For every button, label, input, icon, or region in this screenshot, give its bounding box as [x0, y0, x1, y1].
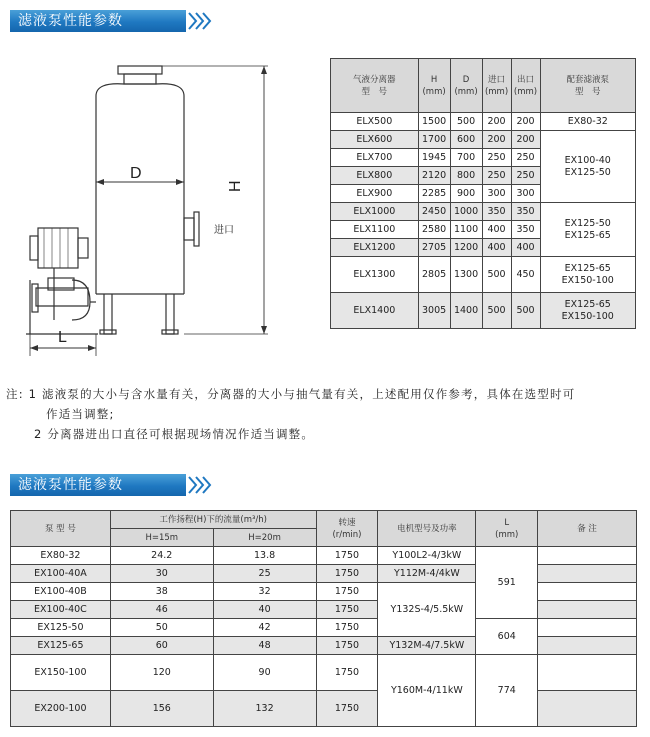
cell-model: EX125-65 [11, 637, 111, 655]
label-d: D [130, 165, 142, 182]
header-model: 气液分离器 型 号 [331, 59, 419, 113]
header-h15: H=15m [110, 529, 213, 547]
cell-remark [538, 565, 637, 583]
header-flow: 工作扬程(H)下的流量(m³/h) [110, 511, 316, 529]
chevron-right-icon [202, 12, 212, 30]
cell-d: 1200 [450, 239, 482, 257]
cell-outlet: 400 [511, 239, 540, 257]
table-row [11, 655, 637, 691]
cell-model: ELX1100 [331, 221, 419, 239]
separator-drawing [18, 52, 298, 362]
cell-h: 1700 [418, 131, 450, 149]
table-row [331, 203, 636, 221]
cell-model: ELX1200 [331, 239, 419, 257]
table-row [331, 113, 636, 131]
cell-h20: 13.8 [213, 547, 316, 565]
cell-outlet: 500 [511, 293, 540, 329]
cell-h20: 132 [213, 691, 316, 727]
cell-inlet: 350 [482, 203, 511, 221]
cell-speed: 1750 [316, 619, 378, 637]
cell-d: 500 [450, 113, 482, 131]
section-title: 滤液泵性能参数 [18, 13, 123, 29]
cell-h: 2120 [418, 167, 450, 185]
cell-inlet: 300 [482, 185, 511, 203]
cell-inlet: 500 [482, 257, 511, 293]
cell-model: ELX800 [331, 167, 419, 185]
cell-pump: EX125-50 EX125-65 [540, 203, 635, 257]
cell-outlet: 300 [511, 185, 540, 203]
note-line-2: 作适当调整; [46, 407, 115, 421]
cell-pump: EX125-65 EX150-100 [540, 257, 635, 293]
label-inlet: 进口 [214, 225, 234, 236]
table-row [331, 293, 636, 329]
label-l: L [58, 329, 67, 346]
cell-h: 2705 [418, 239, 450, 257]
cell-inlet: 500 [482, 293, 511, 329]
table-row [11, 637, 637, 655]
note-line-3: 2 分离器进出口直径可根据现场情况作适当调整。 [34, 427, 315, 441]
cell-d: 1000 [450, 203, 482, 221]
chevron-right-icon [202, 476, 212, 494]
cell-h20: 40 [213, 601, 316, 619]
section-title: 滤液泵性能参数 [18, 477, 123, 493]
table-row [11, 619, 637, 637]
cell-model: ELX700 [331, 149, 419, 167]
cell-h: 2285 [418, 185, 450, 203]
cell-outlet: 350 [511, 221, 540, 239]
cell-speed: 1750 [316, 547, 378, 565]
header-h: H (mm) [418, 59, 450, 113]
cell-speed: 1750 [316, 655, 378, 691]
cell-outlet: 200 [511, 113, 540, 131]
header-inlet: 进口 (mm) [482, 59, 511, 113]
cell-h: 3005 [418, 293, 450, 329]
cell-h15: 38 [110, 583, 213, 601]
cell-h: 2805 [418, 257, 450, 293]
note-line-1: 注: 1 滤液泵的大小与含水量有关，分离器的大小与抽气量有关，上述配用仅作参考，具体在选型时可 [6, 387, 576, 401]
cell-motor: Y132M-4/7.5kW [378, 637, 476, 655]
cell-h20: 48 [213, 637, 316, 655]
section-header-1 [10, 10, 210, 32]
cell-d: 1300 [450, 257, 482, 293]
cell-model: ELX1300 [331, 257, 419, 293]
cell-inlet: 200 [482, 113, 511, 131]
cell-pump: EX125-65 EX150-100 [540, 293, 635, 329]
cell-inlet: 200 [482, 131, 511, 149]
cell-remark [538, 655, 637, 691]
cell-inlet: 250 [482, 167, 511, 185]
cell-speed: 1750 [316, 565, 378, 583]
cell-outlet: 350 [511, 203, 540, 221]
cell-model: ELX600 [331, 131, 419, 149]
header-d: D (mm) [450, 59, 482, 113]
table-row [11, 565, 637, 583]
cell-remark [538, 601, 637, 619]
cell-l: 591 [476, 547, 538, 619]
cell-h15: 46 [110, 601, 213, 619]
cell-remark [538, 547, 637, 565]
cell-motor: Y160M-4/11kW [378, 655, 476, 727]
cell-h20: 25 [213, 565, 316, 583]
header-motor: 电机型号及功率 [378, 511, 476, 547]
cell-speed: 1750 [316, 691, 378, 727]
table-header-row [11, 511, 637, 529]
label-h: H [227, 180, 244, 192]
cell-outlet: 450 [511, 257, 540, 293]
cell-remark [538, 583, 637, 601]
cell-h15: 120 [110, 655, 213, 691]
cell-model: EX100-40A [11, 565, 111, 583]
cell-model: EX150-100 [11, 655, 111, 691]
cell-l: 774 [476, 655, 538, 727]
cell-model: ELX900 [331, 185, 419, 203]
cell-inlet: 400 [482, 239, 511, 257]
cell-pump: EX80-32 [540, 113, 635, 131]
cell-model: EX200-100 [11, 691, 111, 727]
cell-remark [538, 637, 637, 655]
cell-h20: 42 [213, 619, 316, 637]
cell-d: 900 [450, 185, 482, 203]
cell-speed: 1750 [316, 637, 378, 655]
cell-l: 604 [476, 619, 538, 655]
cell-h15: 60 [110, 637, 213, 655]
cell-motor: Y100L2-4/3kW [378, 547, 476, 565]
table-row [331, 257, 636, 293]
cell-h: 2450 [418, 203, 450, 221]
cell-d: 1100 [450, 221, 482, 239]
table-row [11, 601, 637, 619]
cell-h: 1945 [418, 149, 450, 167]
header-pump: 配套滤液泵 型 号 [540, 59, 635, 113]
cell-speed: 1750 [316, 583, 378, 601]
cell-h15: 24.2 [110, 547, 213, 565]
cell-remark [538, 691, 637, 727]
header-model: 泵 型 号 [11, 511, 111, 547]
cell-d: 800 [450, 167, 482, 185]
cell-inlet: 250 [482, 149, 511, 167]
cell-model: EX100-40C [11, 601, 111, 619]
cell-d: 1400 [450, 293, 482, 329]
cell-motor: Y112M-4/4kW [378, 565, 476, 583]
header-outlet: 出口 (mm) [511, 59, 540, 113]
section-header-2 [10, 474, 210, 496]
cell-h15: 50 [110, 619, 213, 637]
cell-pump: EX100-40 EX125-50 [540, 131, 635, 203]
header-h20: H=20m [213, 529, 316, 547]
cell-speed: 1750 [316, 601, 378, 619]
cell-inlet: 400 [482, 221, 511, 239]
cell-d: 700 [450, 149, 482, 167]
table-row [11, 547, 637, 565]
header-remark: 备 注 [538, 511, 637, 547]
cell-model: EX125-50 [11, 619, 111, 637]
header-l: L (mm) [476, 511, 538, 547]
cell-model: ELX1400 [331, 293, 419, 329]
header-speed: 转速 (r/min) [316, 511, 378, 547]
cell-remark [538, 619, 637, 637]
cell-model: EX80-32 [11, 547, 111, 565]
notes [6, 384, 575, 444]
table-row [11, 583, 637, 601]
cell-h: 2580 [418, 221, 450, 239]
cell-outlet: 250 [511, 167, 540, 185]
cell-model: EX100-40B [11, 583, 111, 601]
cell-h20: 90 [213, 655, 316, 691]
pump-performance-table [10, 510, 637, 727]
cell-model: ELX500 [331, 113, 419, 131]
table-row [11, 691, 637, 727]
cell-model: ELX1000 [331, 203, 419, 221]
cell-d: 600 [450, 131, 482, 149]
cell-h15: 30 [110, 565, 213, 583]
cell-h: 1500 [418, 113, 450, 131]
cell-outlet: 200 [511, 131, 540, 149]
cell-outlet: 250 [511, 149, 540, 167]
cell-h15: 156 [110, 691, 213, 727]
cell-motor: Y132S-4/5.5kW [378, 583, 476, 637]
separator-spec-table [330, 58, 636, 329]
table-header-row [331, 59, 636, 113]
cell-h20: 32 [213, 583, 316, 601]
table-row [331, 131, 636, 149]
